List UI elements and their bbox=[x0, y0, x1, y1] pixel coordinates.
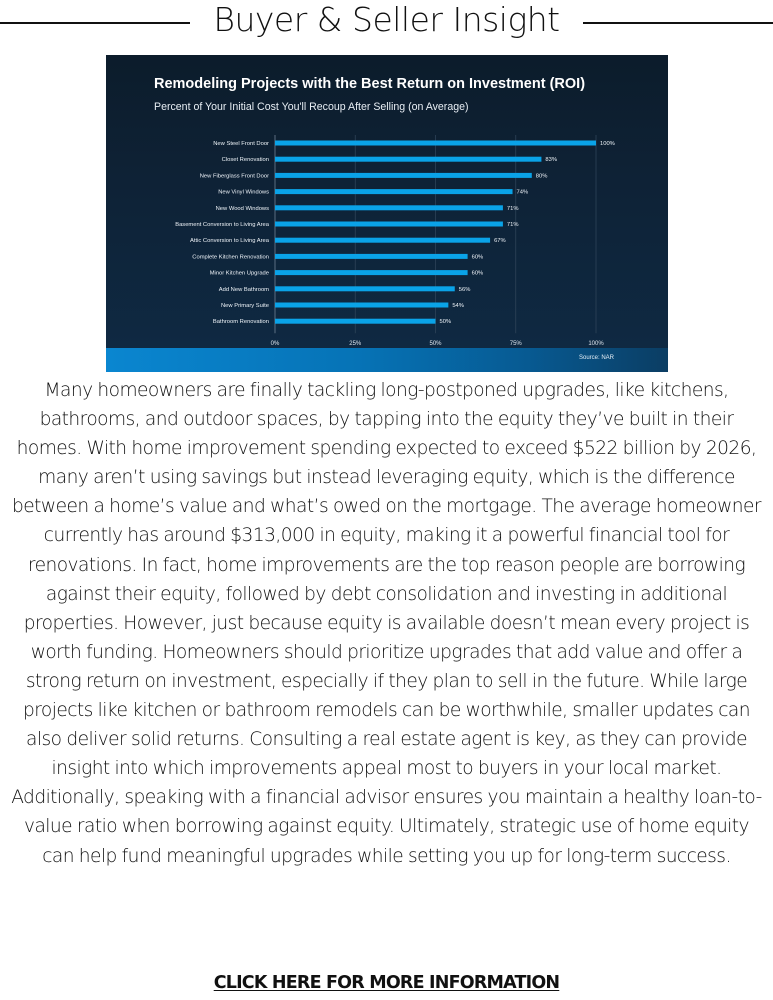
value-label: 71% bbox=[506, 205, 519, 212]
category-label: Closet Renovation bbox=[221, 157, 269, 164]
bar-basement-conversion-to-living-area bbox=[275, 222, 503, 227]
chart-plot bbox=[106, 55, 668, 348]
category-label: New Vinyl Windows bbox=[218, 189, 269, 196]
value-label: 50% bbox=[439, 319, 452, 326]
value-label: 56% bbox=[458, 286, 471, 293]
category-label: Minor Kitchen Upgrade bbox=[209, 270, 269, 277]
roi-chart bbox=[106, 55, 668, 372]
value-label: 60% bbox=[471, 270, 484, 277]
bar-closet-renovation bbox=[275, 157, 541, 162]
value-label: 54% bbox=[452, 303, 464, 309]
x-tick-label: 25% bbox=[349, 341, 362, 348]
header bbox=[0, 0, 773, 44]
x-tick-label: 0% bbox=[270, 341, 280, 348]
page-title: Buyer & Seller Insight bbox=[213, 0, 560, 39]
chart-title: Remodeling Projects with the Best Return on Investment (ROI) bbox=[154, 76, 586, 92]
bar-new-wood-windows bbox=[275, 205, 503, 210]
bar-new-fiberglass-front-door bbox=[275, 173, 532, 178]
category-label: New Steel Front Door bbox=[213, 141, 269, 147]
category-label: Bathroom Renovation bbox=[212, 319, 269, 326]
bar-attic-conversion-to-living-area bbox=[275, 238, 490, 243]
category-label: Basement Conversion to Living Area bbox=[175, 222, 269, 228]
more-information-link[interactable]: CLICK HERE FOR MORE INFORMATION bbox=[213, 973, 560, 993]
value-label: 67% bbox=[494, 238, 506, 245]
category-label: New Wood Windows bbox=[215, 205, 269, 212]
bar-minor-kitchen-upgrade bbox=[275, 270, 468, 275]
header-rule-right bbox=[583, 22, 773, 24]
category-label: New Primary Suite bbox=[221, 303, 269, 309]
bar-bathroom-renovation bbox=[275, 319, 436, 324]
value-label: 71% bbox=[506, 222, 519, 228]
header-rule-left bbox=[0, 22, 190, 24]
category-label: Complete Kitchen Renovation bbox=[192, 254, 269, 261]
x-tick-label: 75% bbox=[509, 341, 522, 348]
chart-source: Source: NAR bbox=[578, 355, 614, 361]
bar-add-new-bathroom bbox=[275, 286, 455, 291]
value-label: 74% bbox=[516, 189, 529, 196]
bar-new-steel-front-door bbox=[275, 141, 596, 146]
cta-container bbox=[0, 973, 773, 993]
value-label: 60% bbox=[471, 254, 484, 261]
article-paragraph: Many homeowners are finally tackling long-postponed upgrades, like kitchens, bathrooms, and outdoor spaces, by tapping into the equity they’ve built in their homes. With home improvement spending expected to exceed $522 billion by 2026, many aren’t using savings but instead leveraging equity, which is the difference between a home’s value and what’s owed on the mortgage. The average homeowner currently has around $313,000 in equity, making it a powerful financial tool for renovations. In fact, home improvements are the top reason people are borrowing against their equity, followed by debt consolidation and investing in additional properties. However, just because equity is available doesn’t mean every project is worth funding. Homeowners should prioritize upgrades that add value and offer a strong return on investment, especially if they plan to sell in the future. While large projects like kitchen or bathroom remodels can be worthwhile, smaller updates can also deliver solid returns. Consulting a real estate agent is key, as they can provide insight into which improvements appeal most to buyers in your local market. Additionally, speaking with a financial advisor ensures you maintain a healthy loan-to-value ratio when borrowing against equity. Ultimately, strategic use of home equity can help fund meaningful upgrades while setting you up for long-term success. bbox=[11, 380, 762, 867]
value-label: 83% bbox=[545, 157, 558, 164]
bar-new-vinyl-windows bbox=[275, 189, 513, 194]
bar-complete-kitchen-renovation bbox=[275, 254, 468, 259]
chart-subtitle: Percent of Your Initial Cost You'll Recoup After Selling (on Average) bbox=[154, 101, 469, 113]
value-label: 80% bbox=[535, 173, 548, 180]
x-tick-label: 50% bbox=[429, 341, 442, 348]
chart-footer-band bbox=[106, 348, 668, 372]
category-label: Add New Bathroom bbox=[218, 286, 269, 293]
bar-new-primary-suite bbox=[275, 303, 448, 308]
value-label: 100% bbox=[600, 141, 615, 147]
category-label: New Fiberglass Front Door bbox=[199, 173, 269, 180]
category-label: Attic Conversion to Living Area bbox=[190, 238, 269, 245]
x-tick-label: 100% bbox=[588, 341, 604, 348]
